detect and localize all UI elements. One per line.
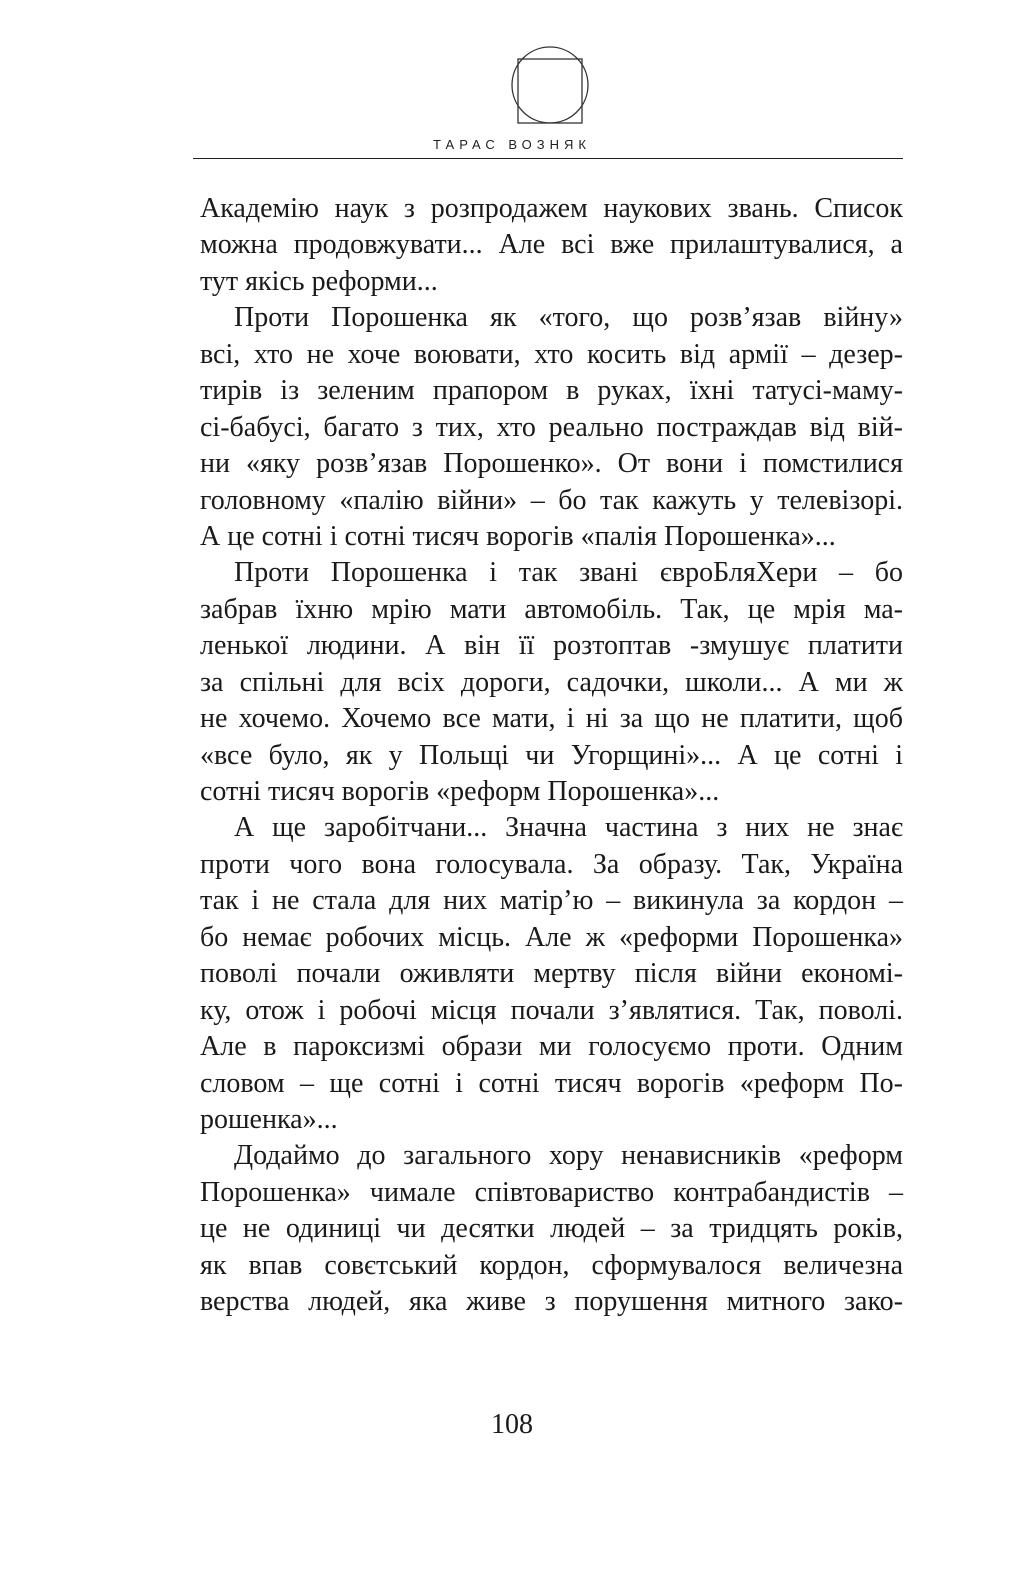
text-line: проти чого вона голосувала. За образу. Так, Україна	[200, 848, 903, 880]
text-line: головному «палію війни» – бо так кажуть у телевізорі.	[200, 484, 903, 516]
text-line: верства людей, яка живе з порушення митного зако-	[200, 1286, 903, 1318]
text-line: всі, хто не хоче воювати, хто косить від армії – дезер-	[200, 338, 903, 370]
text-line: можна продовжувати... Але всі вже прилаштувалися, а	[200, 229, 903, 261]
text-line: забрав їхню мрію мати автомобіль. Так, це мрія ма-	[200, 593, 903, 625]
text-line: рошенка»...	[200, 1103, 338, 1135]
text-line: сотні тисяч ворогів «реформ Порошенка»...	[200, 776, 720, 807]
text-line: А ще заробітчани... Значна частина з них не знає	[234, 812, 903, 844]
body-text	[200, 191, 903, 1321]
text-line: за спільні для всіх дороги, садочки, школи... А ми ж	[200, 666, 903, 698]
text-line: ку, отож і робочі місця почали з’являтися. Так, поволі.	[200, 994, 903, 1026]
text-line: Додаймо до загального хору ненависників «реформ	[234, 1140, 903, 1172]
header-rule	[193, 158, 903, 159]
text-line: Порошенка» чимале співтовариство контрабандистів –	[200, 1176, 903, 1208]
text-line: це не одиниці чи десятки людей – за тридцять років,	[200, 1213, 903, 1245]
text-line: поволі почали оживляти мертву після війни економі-	[200, 958, 903, 990]
text-line: Академію наук з розпродажем наукових звань. Список	[200, 193, 903, 224]
book-logo-icon	[510, 45, 590, 125]
running-head-author: ТАРАС ВОЗНЯК	[433, 137, 591, 152]
text-line: так і не стала для них матір’ю – викинула за кордон –	[200, 885, 903, 917]
page-number: 108	[491, 1409, 533, 1440]
text-line: тут якісь реформи...	[200, 265, 438, 297]
text-line: ни «яку розв’язав Порошенко». От вони і помстилися	[200, 448, 903, 480]
text-line: Проти Порошенка і так звані євроБляХери – бо	[234, 557, 903, 589]
text-line: «все було, як у Польщі чи Угорщині»... А це сотні і	[200, 739, 903, 771]
text-line: тирів із зеленим прапором в руках, їхні татусі-маму-	[200, 375, 903, 407]
text-line: бо немає робочих місць. Але ж «реформи Порошенка»	[200, 921, 903, 953]
text-line: словом – ще сотні і сотні тисяч ворогів «реформ По-	[200, 1067, 903, 1099]
text-line: Але в пароксизмі образи ми голосуємо проти. Одним	[200, 1031, 903, 1063]
text-line: Проти Порошенка як «того, що розв’язав війну»	[234, 302, 903, 334]
text-line: ленької людини. А він її розтоптав -змушує платити	[200, 630, 903, 662]
text-line: сі-бабусі, багато з тих, хто реально постраждав від вій-	[200, 411, 903, 443]
text-line: як впав совєтський кордон, сформувалося величезна	[200, 1249, 903, 1281]
text-line: А це сотні і сотні тисяч ворогів «палія Порошенка»...	[200, 520, 836, 552]
text-line: не хочемо. Хочемо все мати, і ні за що не платити, щоб	[200, 703, 903, 735]
